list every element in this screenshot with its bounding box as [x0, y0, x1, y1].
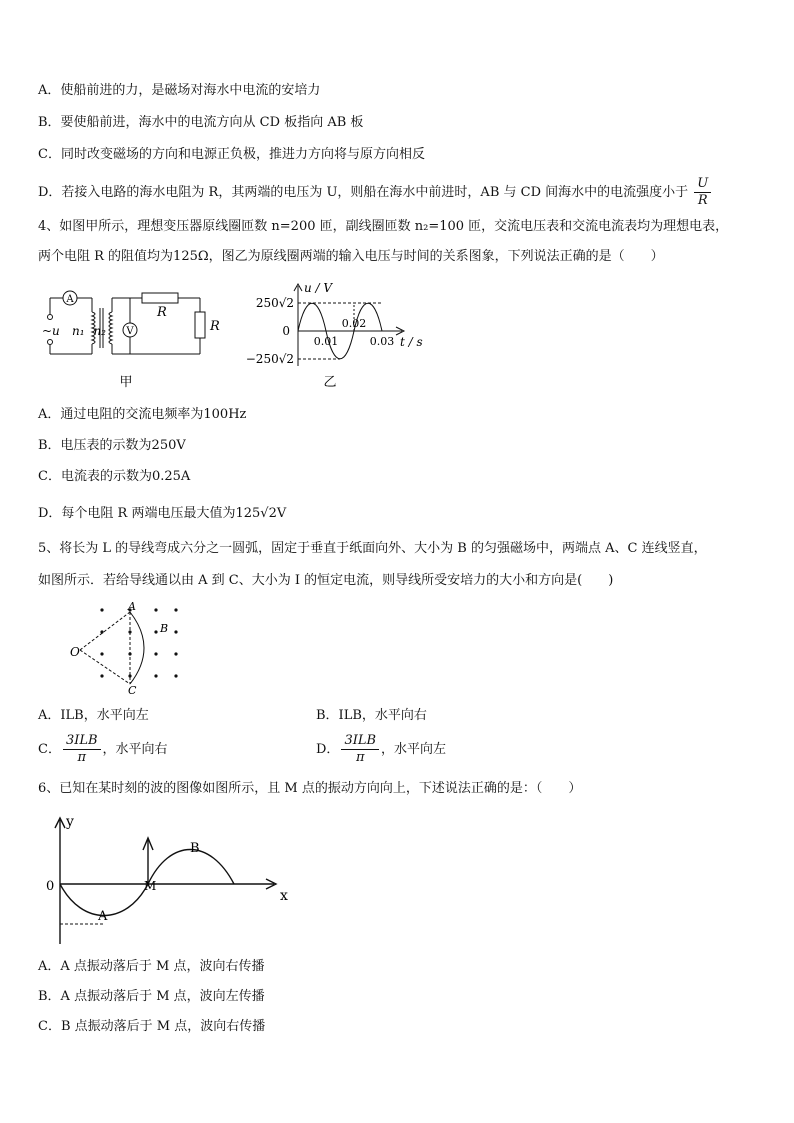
ammeter-label: A: [66, 294, 74, 305]
voltmeter-label: V: [126, 326, 134, 337]
y-max-label: 250√2: [255, 296, 294, 310]
point-a-label: A: [98, 909, 108, 924]
y-axis-label: u / V: [304, 281, 333, 295]
q4-figure-yi: [228, 280, 428, 390]
q6-option-b: B．A 点振动落后于 M 点，波向左传播: [38, 989, 265, 1004]
fraction-denominator: π: [77, 750, 87, 765]
q5-figure-arc: [64, 598, 194, 698]
q5-option-d: [316, 733, 446, 766]
tick-0-02: 0.02: [341, 317, 367, 330]
q6-stem: 6、已知在某时刻的波的图像如图所示，且 M 点的振动方向向上，下述说法正确的是：（ ）: [38, 781, 582, 796]
point-a-label: A: [128, 600, 136, 613]
q5-option-c-fraction: [63, 733, 101, 766]
q5-stem-line1: 5、将长为 L 的导线弯成六分之一圆弧，固定于垂直于纸面向外、大小为 B 的匀强磁场中，两端点 A、C 连线竖直，: [38, 541, 707, 556]
q5-option-a: A．ILB，水平向左: [38, 708, 149, 723]
y-axis-label: y: [66, 814, 74, 830]
q5-option-d-suffix: ，水平向左: [381, 742, 447, 757]
fraction-numerator: 3ILB: [63, 733, 101, 750]
fraction-numerator: 3ILB: [341, 733, 379, 750]
q4-option-a: A．通过电阻的交流电频率为100Hz: [38, 407, 247, 422]
q4-option-c: C．电流表的示数为0.25A: [38, 469, 191, 484]
tick-0-01: 0.01: [313, 335, 339, 348]
tick-0-03: 0.03: [369, 335, 395, 348]
point-b-label: B: [160, 622, 169, 635]
q3-option-b: B．要使船前进，海水中的电流方向从 CD 板指向 AB 板: [38, 115, 364, 130]
q5-option-c: [38, 733, 168, 766]
origin-label: 0: [282, 324, 290, 338]
q5-option-d-prefix: D．: [316, 742, 340, 757]
figure-caption-yi: 乙: [323, 375, 337, 390]
fraction-denominator: π: [355, 750, 365, 765]
q4-option-b: B．电压表的示数为250V: [38, 438, 186, 453]
n1-label: n₁: [72, 324, 85, 338]
q3-option-a: A．使船前进的力，是磁场对海水中电流的安培力: [38, 83, 321, 98]
point-b-label: B: [190, 841, 200, 856]
q3-option-c: C．同时改变磁场的方向和电源正负极，推进力方向将与原方向相反: [38, 147, 425, 162]
fraction-denominator: R: [697, 193, 708, 208]
q5-stem-line2: 如图所示．若给导线通以由 A 到 C、大小为 I 的恒定电流，则导线所受安培力的大小和方向是( ): [38, 573, 614, 588]
q6-option-a: A．A 点振动落后于 M 点，波向右传播: [38, 959, 265, 974]
x-axis-label: x: [280, 888, 288, 904]
q5-option-d-fraction: [341, 733, 379, 766]
q3-option-d-fraction: [694, 176, 711, 209]
r-right-label: R: [210, 319, 220, 334]
figure-caption-jia: 甲: [119, 375, 133, 390]
q5-option-c-suffix: ，水平向右: [102, 742, 168, 757]
r-top-label: R: [157, 305, 167, 320]
point-m-label: M: [144, 879, 157, 893]
point-o-label: O: [70, 645, 80, 659]
source-label: ~u: [42, 324, 60, 338]
q3-option-d-text: D．若接入电路的海水电阻为 R，其两端的电压为 U，则船在海水中前进时，AB 与 CD 间海水中的电流强度小于: [38, 185, 689, 200]
origin-label: 0: [46, 879, 55, 894]
q6-figure-wave: [38, 808, 298, 948]
q4-figure-jia: [40, 282, 225, 390]
q3-option-d: [38, 176, 713, 209]
q4-stem-line2: 两个电阻 R 的阻值均为125Ω，图乙为原线圈两端的输入电压与时间的关系图象，下列说法正确的是（ ）: [38, 249, 664, 264]
q4-option-d: D．每个电阻 R 两端电压最大值为125√2V: [38, 506, 287, 521]
q5-option-b: B．ILB，水平向右: [316, 708, 427, 723]
n2-label: n₂: [93, 324, 106, 338]
point-c-label: C: [128, 684, 137, 697]
y-min-label: −250√2: [245, 352, 294, 366]
fraction-numerator: U: [694, 176, 711, 193]
q6-option-c: C．B 点振动落后于 M 点，波向右传播: [38, 1019, 266, 1034]
q4-stem-line1: 4、如图甲所示，理想变压器原线圈匝数 n=200 匝，副线圈匝数 n₂=100 匝，交流电压表和交流电流表均为理想电表，: [38, 219, 729, 234]
q5-option-c-prefix: C．: [38, 742, 61, 757]
x-axis-label: t / s: [400, 335, 423, 349]
